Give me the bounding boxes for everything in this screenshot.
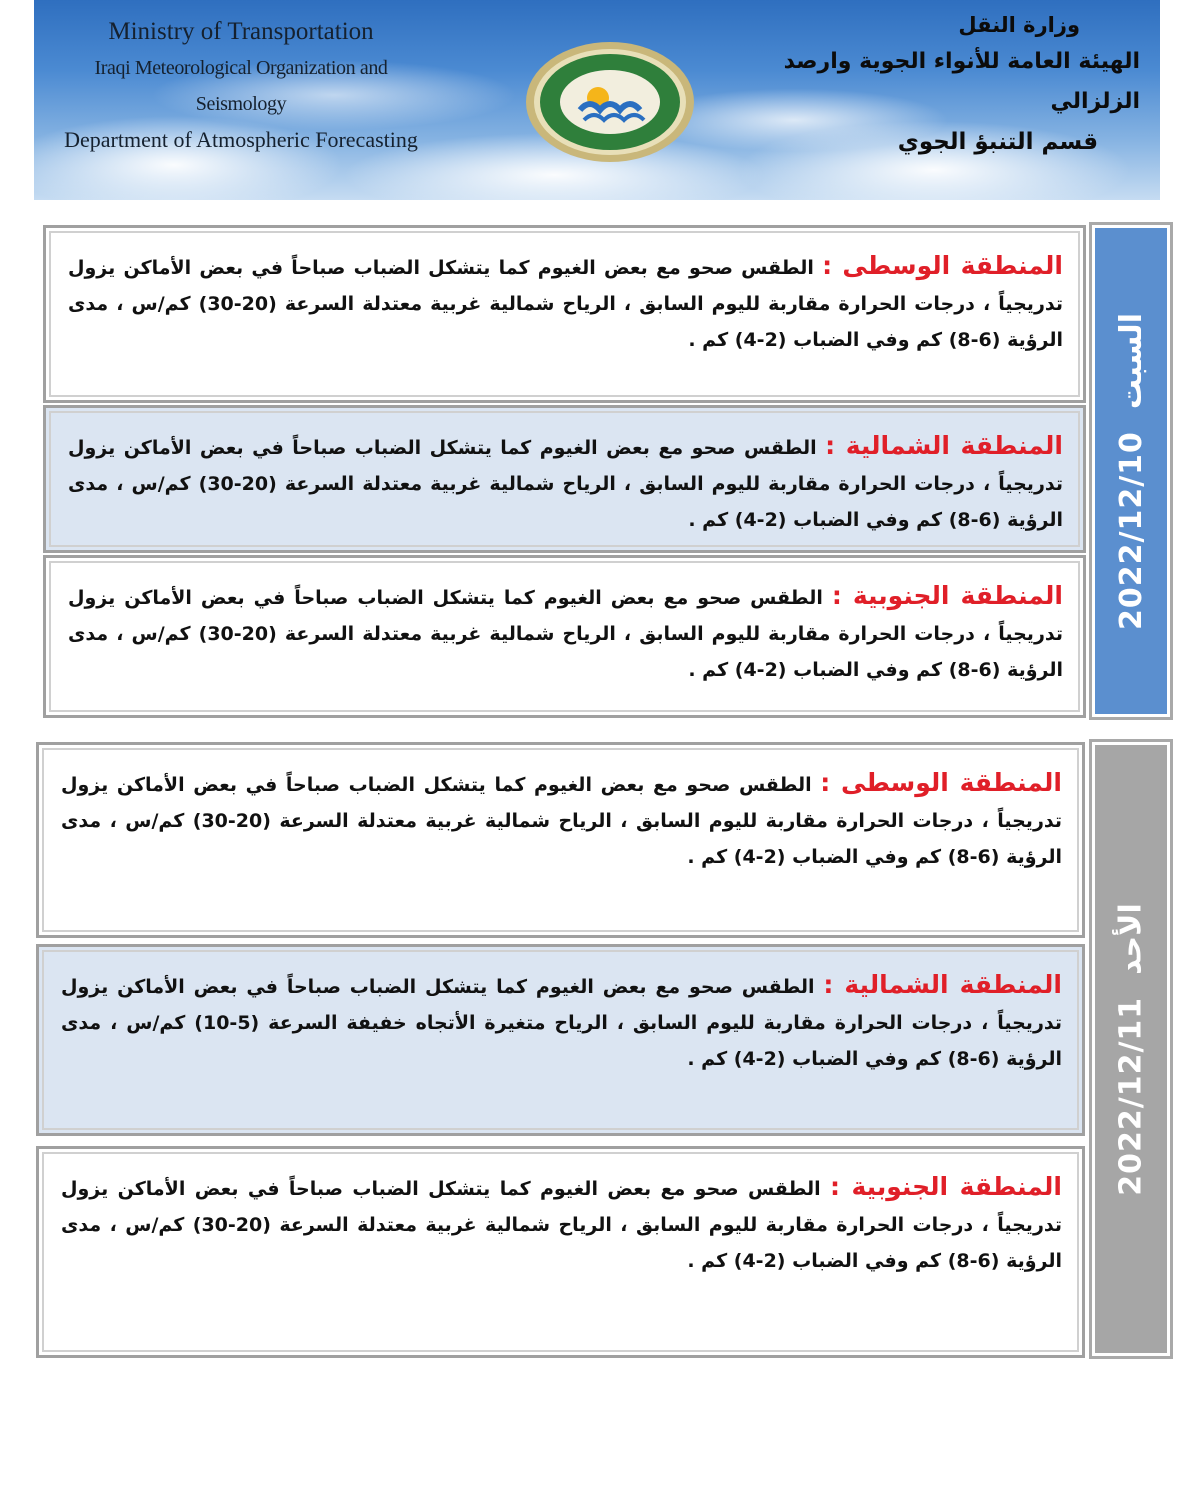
forecast-text — [61, 765, 1062, 875]
department-title-en: Department of Atmospheric Forecasting — [64, 127, 418, 152]
region-south-day2 — [36, 1146, 1085, 1358]
header-banner — [34, 0, 1160, 200]
region-name: المنطقة الشمالية : — [823, 970, 1063, 999]
region-name: المنطقة الوسطى : — [820, 768, 1062, 797]
organization-title-ar: الهيئة العامة للأنواء الجوية وارصد الزلزالي — [783, 49, 1140, 114]
region-forecast: الطقس صحو مع بعض الغيوم كما يتشكل الضباب صباحاً في بعض الأماكن يزول تدريجياً ، درجات الحرارة مقاربة لليوم السابق ، الرياح شمالية غربية معتدلة السرعة (20-30) كم/س ، مدى الرؤية (6-8) كم وفي الضباب (2-4) كم . — [68, 437, 1063, 531]
region-name: المنطقة الشمالية : — [825, 431, 1063, 460]
region-name: المنطقة الوسطى : — [822, 251, 1063, 280]
organization-title-en: Iraqi Meteorological Organization and Seismology — [94, 57, 388, 115]
forecast-text — [61, 967, 1062, 1077]
day-name: السبت — [1113, 312, 1149, 409]
region-south-day1 — [43, 555, 1086, 718]
region-forecast: الطقس صحو مع بعض الغيوم كما يتشكل الضباب صباحاً في بعض الأماكن يزول تدريجياً ، درجات الحرارة مقاربة لليوم السابق ، الرياح متغيرة الأتجاه خفيفة السرعة (5-10) كم/س ، مدى الرؤية (6-8) كم وفي الضباب (2-4) كم . — [61, 976, 1062, 1070]
ministry-title-en: Ministry of Transportation — [108, 18, 374, 45]
region-name: المنطقة الجنوبية : — [830, 1172, 1062, 1201]
region-central-day1 — [43, 225, 1086, 403]
region-forecast: الطقس صحو مع بعض الغيوم كما يتشكل الضباب صباحاً في بعض الأماكن يزول تدريجياً ، درجات الحرارة مقاربة لليوم السابق ، الرياح شمالية غربية معتدلة السرعة (20-30) كم/س ، مدى الرؤية (6-8) كم وفي الضباب (2-4) كم . — [68, 587, 1063, 681]
ministry-title-ar: وزارة النقل — [958, 13, 1080, 37]
region-forecast: الطقس صحو مع بعض الغيوم كما يتشكل الضباب صباحاً في بعض الأماكن يزول تدريجياً ، درجات الحرارة مقاربة لليوم السابق ، الرياح شمالية غربية معتدلة السرعة (20-30) كم/س ، مدى الرؤية (6-8) كم وفي الضباب (2-4) كم . — [68, 257, 1063, 351]
arabic-title-block — [740, 8, 1140, 162]
day-date: 2022/12/10 — [1113, 430, 1149, 630]
english-title-block — [56, 14, 426, 158]
region-north-day1 — [43, 405, 1086, 553]
region-name: المنطقة الجنوبية : — [831, 581, 1063, 610]
forecast-text — [68, 428, 1063, 538]
region-north-day2 — [36, 944, 1085, 1136]
forecast-text — [68, 578, 1063, 688]
day-label-saturday — [1092, 225, 1170, 717]
day-date: 2022/12/11 — [1113, 996, 1149, 1196]
region-forecast: الطقس صحو مع بعض الغيوم كما يتشكل الضباب صباحاً في بعض الأماكن يزول تدريجياً ، درجات الحرارة مقاربة لليوم السابق ، الرياح شمالية غربية معتدلة السرعة (20-30) كم/س ، مدى الرؤية (6-8) كم وفي الضباب (2-4) كم . — [61, 774, 1062, 868]
region-central-day2 — [36, 742, 1085, 938]
department-title-ar: قسم التنبؤ الجوي — [897, 129, 1098, 155]
forecast-text — [61, 1169, 1062, 1279]
forecast-text — [68, 248, 1063, 358]
organization-logo — [524, 40, 696, 165]
region-forecast: الطقس صحو مع بعض الغيوم كما يتشكل الضباب صباحاً في بعض الأماكن يزول تدريجياً ، درجات الحرارة مقاربة لليوم السابق ، الرياح شمالية غربية معتدلة السرعة (20-30) كم/س ، مدى الرؤية (6-8) كم وفي الضباب (2-4) كم . — [61, 1178, 1062, 1272]
day-name: الأحد — [1113, 902, 1149, 975]
day-label-sunday — [1092, 742, 1170, 1356]
